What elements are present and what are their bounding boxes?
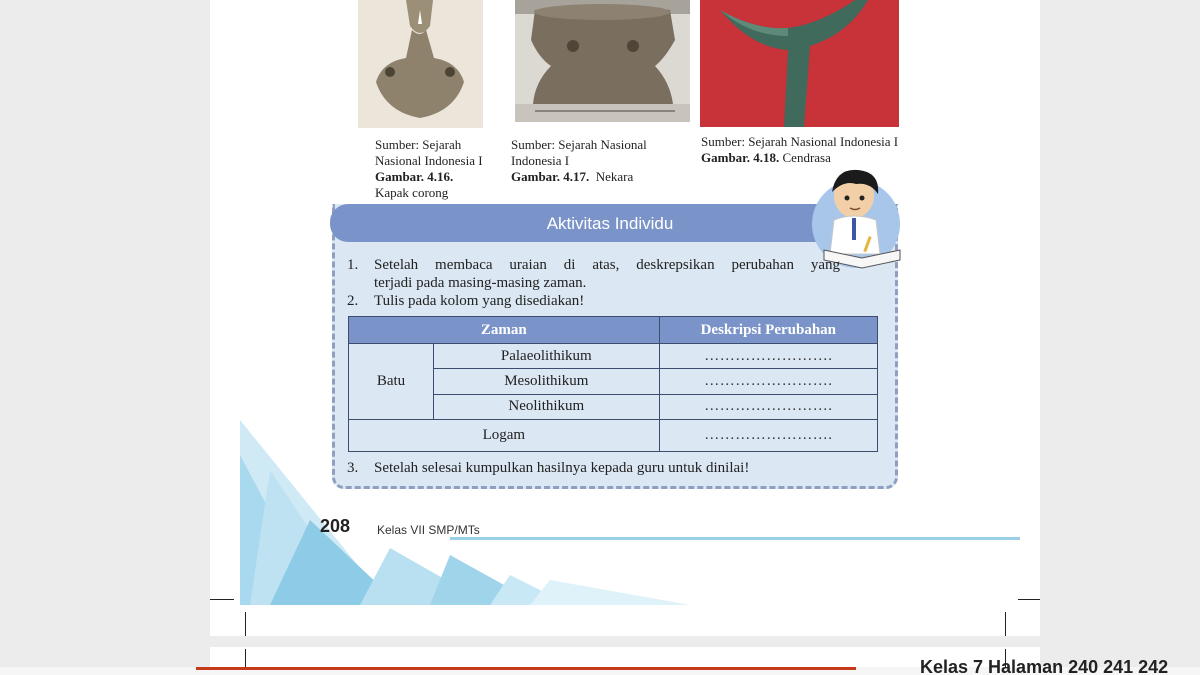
instruction-text: Tulis pada kolom yang disediakan! [374,293,585,309]
table-row [349,344,878,369]
crop-mark [1005,612,1006,636]
activity-title: Aktivitas Individu [330,204,890,242]
book-page [210,0,1040,636]
table-header-row [349,317,878,344]
crop-mark [1018,599,1040,600]
zaman-table [348,316,878,452]
zaman-cell: Mesolithikum [434,369,660,394]
book-title: Kelas VII SMP/MTs [377,523,480,537]
answer-blank[interactable]: ……………………. [659,344,877,369]
list-number: 2. [347,293,359,309]
header-deskripsi: Deskripsi Perubahan [659,317,877,344]
header-zaman: Zaman [349,317,660,344]
list-number: 3. [347,460,359,476]
zaman-cell: Neolithikum [434,394,660,419]
answer-blank[interactable]: ……………………. [659,369,877,394]
footer-rule [450,537,1020,540]
instruction-3 [347,459,749,477]
progress-strip [196,667,856,670]
caption-source: Sumber: Sejarah Nasional Indonesia I [701,134,899,149]
zaman-logam-cell: Logam [349,420,660,452]
crop-mark [245,612,246,636]
answer-blank[interactable]: ……………………. [659,420,877,452]
instruction-text: Setelah selesai kumpulkan hasilnya kepada guru untuk dinilai! [374,460,750,476]
instruction-2 [347,292,584,310]
caption-label: Gambar. 4.16. [375,169,454,184]
list-number: 1. [347,257,359,273]
table-row [349,420,878,452]
page-number: 208 [320,516,351,536]
caption-label: Gambar. 4.18. [701,150,780,165]
next-page-edge [210,647,1040,667]
zaman-cell: Palaeolithikum [434,344,660,369]
zaman-batu-cell: Batu [349,344,434,420]
crop-mark [210,599,234,600]
instruction-text: Setelah membaca uraian di atas, deskrepsikan perubahan yang [374,257,840,273]
caption-title: Kapak corong [375,185,449,200]
video-caption-ticker: Kelas 7 Halaman 240 241 242 [920,659,1169,675]
caption-source: Sumber: Sejarah Nasional Indonesia I [511,137,647,168]
caption-title: Nekara [595,169,634,184]
instruction-text-continued: terjadi pada masing-masing zaman. [374,275,587,291]
instruction-1 [347,256,887,292]
crop-mark [245,649,246,667]
caption-label: Gambar. 4.17. [511,169,590,184]
caption-title: Cendrasa [782,150,831,165]
caption-source: Sumber: Sejarah Nasional Indonesia I [375,137,483,168]
answer-blank[interactable]: ……………………. [659,394,877,419]
